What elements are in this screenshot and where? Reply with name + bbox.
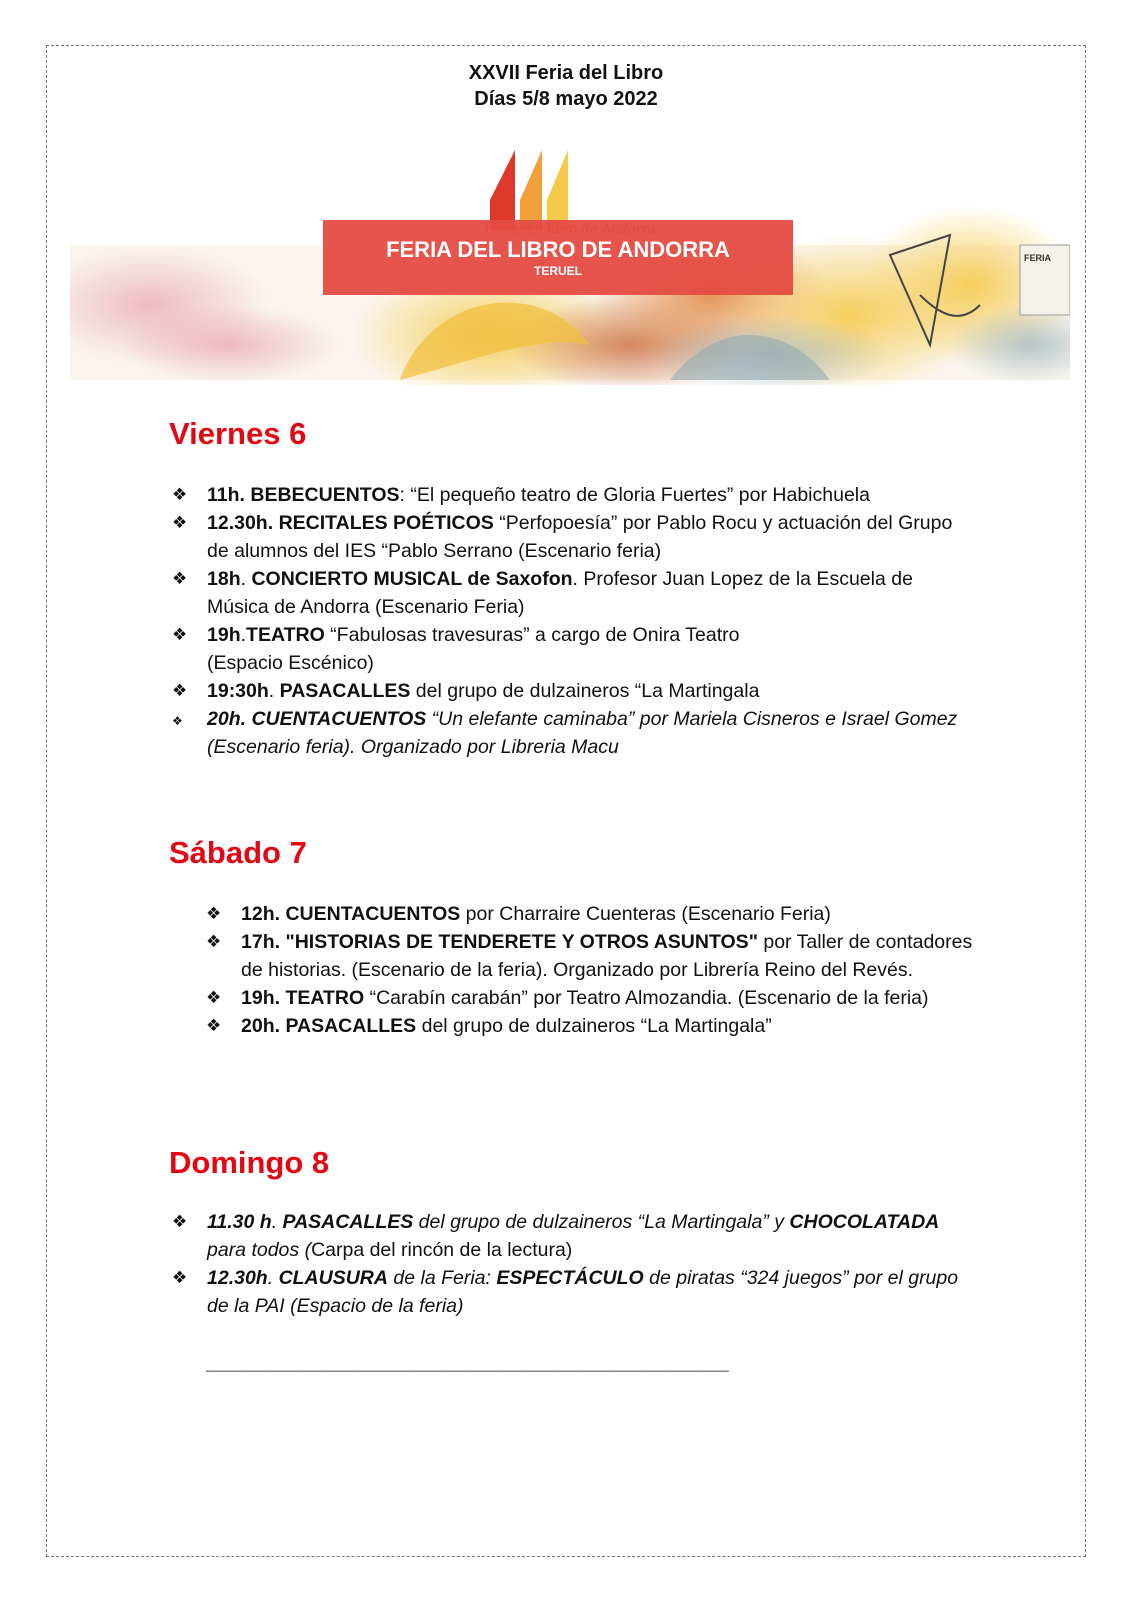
fair-banner [70,145,1070,385]
list-item: ❖ 11h. BEBECUENTOS: “El pequeño teatro de Gloria Fuertes” por Habichuela [172,481,972,509]
list-item: ❖ 11.30 h. PASACALLES del grupo de dulzaineros “La Martingala” y CHOCOLATADA para todos (Carpa del rincón de la lectura) [172,1208,962,1264]
list-item: ❖ 12h. CUENTACUENTOS por Charraire Cuenteras (Escenario Feria) [206,900,976,928]
bullet-icon: ❖ [172,513,188,532]
bullet-icon: ❖ [172,1212,188,1231]
bullet-icon: ❖ [206,1016,222,1035]
banner-title: FERIA DEL LIBRO DE ANDORRA [386,237,730,262]
list-item: ❖ 19:30h. PASACALLES del grupo de dulzaineros “La Martingala [172,677,972,705]
list-item: ❖ 19h.TEATRO “Fabulosas travesuras” a cargo de Onira Teatro (Espacio Escénico) [172,621,972,677]
day-title-viernes: Viernes 6 [169,416,307,451]
banner-subtitle: TERUEL [534,264,582,278]
event-list-sabado [206,900,976,1040]
event-list-viernes [172,481,972,761]
list-item: ❖ 20h. CUENTACUENTOS “Un elefante caminaba” por Mariela Cisneros e Israel Gomez (Escenario feria). Organizado por Libreria Macu [172,708,958,758]
bullet-icon: ❖ [206,904,222,923]
footer-dashes: _______________________________________________ [207,1352,730,1374]
header-dates: Días 5/8 mayo 2022 [474,88,658,110]
header-title: XXVII Feria del Libro [468,62,664,84]
event-list-domingo [172,1208,962,1320]
banner-corner-text: FERIA [1024,253,1051,263]
bullet-icon: ❖ [206,988,222,1007]
bullet-icon: ❖ [172,681,188,700]
bullet-icon: ❖ [172,714,183,728]
bullet-icon: ❖ [172,569,188,588]
bullet-icon: ❖ [172,485,188,504]
list-item: ❖ 19h. TEATRO “Carabín carabán” por Teatro Almozandia. (Escenario de la feria) [206,984,976,1012]
document-header [0,60,1132,112]
list-item: ❖ 12.30h. RECITALES POÉTICOS “Perfopoesía” por Pablo Rocu y actuación del Grupo de alumnos del IES “Pablo Serrano (Escenario feria) [172,509,972,565]
list-item: ❖ 12.30h. CLAUSURA de la Feria: ESPECTÁCULO de piratas “324 juegos” por el grupo de la PAI (Espacio de la feria) [172,1264,962,1320]
bullet-icon: ❖ [172,1268,188,1287]
list-item: ❖ 17h. "HISTORIAS DE TENDERETE Y OTROS ASUNTOS" por Taller de contadores de historias. (Escenario de la feria). Organizado por Librería Reino del Revés. [206,928,976,984]
bullet-icon: ❖ [172,625,188,644]
day-title-domingo: Domingo 8 [169,1145,330,1180]
list-item: ❖ 20h. PASACALLES del grupo de dulzaineros “La Martingala” [206,1012,976,1040]
list-item: ❖ 18h. CONCIERTO MUSICAL de Saxofon. Profesor Juan Lopez de la Escuela de Música de Andorra (Escenario Feria) [172,565,972,621]
day-title-sabado: Sábado 7 [169,835,307,870]
bullet-icon: ❖ [206,932,222,951]
banner-image [70,145,1070,385]
